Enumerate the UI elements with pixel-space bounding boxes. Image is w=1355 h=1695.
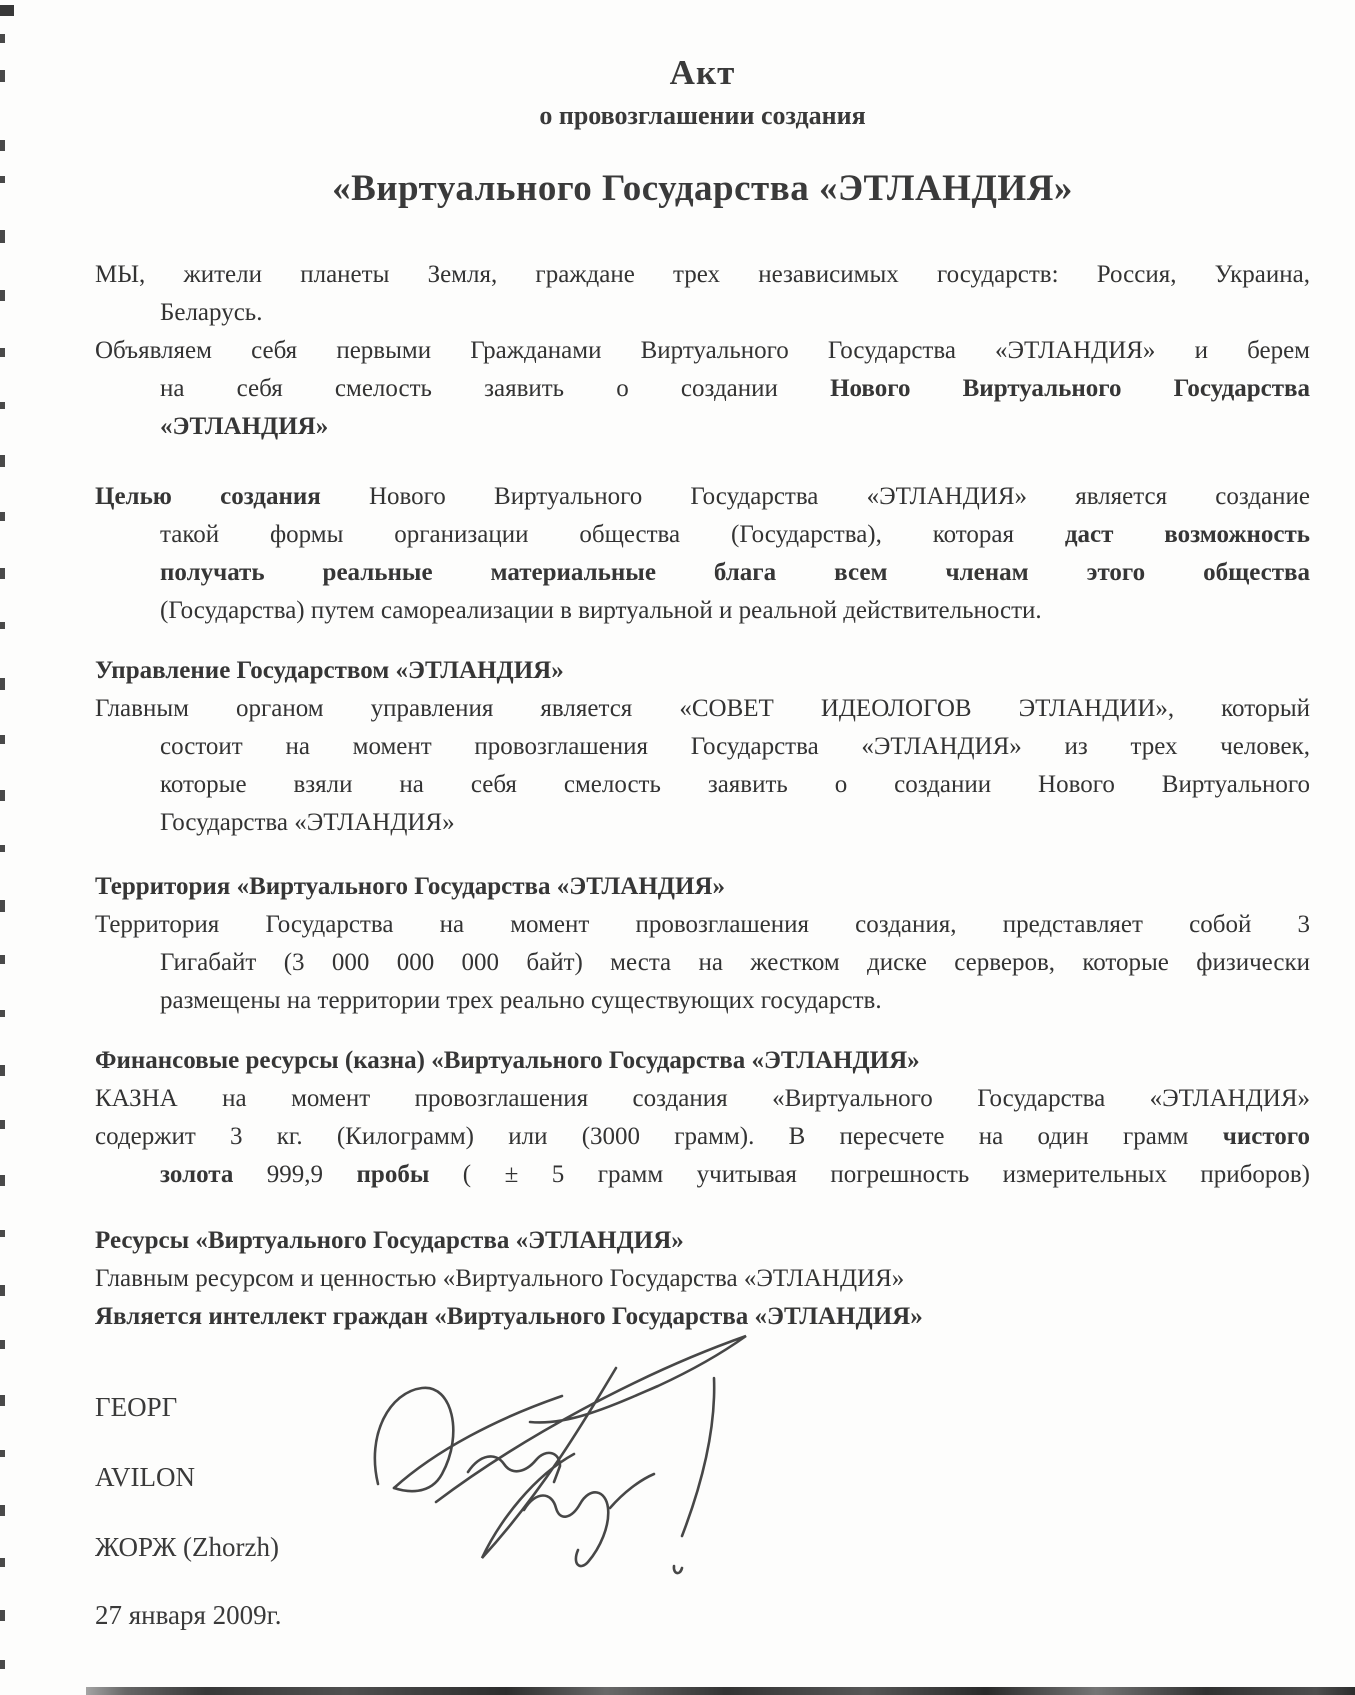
main-heading: «Виртуального Государства «ЭТЛАНДИЯ» [332,168,1073,209]
doc-line: (Государства) путем самореализации в виртуальной и реальной действительности. [160,597,1042,624]
scan-edge-mark [0,1660,5,1669]
scan-edge-mark [0,955,5,964]
scan-edge-mark [0,512,5,521]
doc-line: такой формы организации общества (Государства), которая даст возможность [160,521,1310,548]
paragraph-goal [95,478,1310,630]
scan-edge-mark [0,1505,5,1516]
doc-line: Целью создания Нового Виртуального Государства «ЭТЛАНДИЯ» является создание [95,483,1310,510]
scan-edge-mark [0,622,5,629]
section-heading-finance: Финансовые ресурсы (казна) «Виртуального Государства «ЭТЛАНДИЯ» [95,1047,920,1074]
doc-line: размещены на территории трех реально существующих государств. [160,987,882,1014]
scan-edge-mark [0,290,5,301]
doc-line: КАЗНА на момент провозглашения создания «Виртуального Государства «ЭТЛАНДИЯ» [95,1085,1310,1112]
scan-edge-mark [0,1395,5,1406]
scan-bottom-strip [86,1687,1355,1695]
signatory-name-georg: ГЕОРГ [95,1392,178,1422]
section-heading-territory: Территория «Виртуального Государства «ЭТЛАНДИЯ» [95,873,725,900]
scan-edge-mark [0,1175,5,1186]
scan-edge-mark [0,1230,5,1237]
scan-edge-mark [0,1610,5,1621]
doc-line: которые взяли на себя смелость заявить о создании Нового Виртуального [160,771,1310,798]
doc-line: Беларусь. [160,299,263,326]
section-heading-resources: Ресурсы «Виртуального Государства «ЭТЛАНДИЯ» [95,1227,684,1254]
doc-line: «ЭТЛАНДИЯ» [160,413,329,440]
scan-edge-mark [0,140,5,151]
scan-edge-mark [0,34,5,43]
doc-line: золота 999,9 пробы ( ± 5 грамм учитывая погрешность измерительных приборов) [160,1161,1311,1188]
doc-line: получать реальные материальные блага всем членам этого общества [160,559,1310,586]
doc-line: МЫ, жители планеты Земля, граждане трех независимых государств: Россия, Украина, [95,261,1310,288]
section-resources [95,1222,1310,1336]
paragraph-we [95,256,1310,332]
scan-edge-mark [0,845,5,852]
section-heading-government: Управление Государством «ЭТЛАНДИЯ» [95,657,564,684]
scan-edge-mark [0,568,5,579]
scan-edge-mark [0,70,5,82]
scan-edge-mark [0,455,5,467]
doc-line: содержит 3 кг. (Килограмм) или (3000 грамм). В пересчете на один грамм чистого [95,1123,1310,1150]
section-territory [95,868,1310,1020]
section-government [95,652,1310,842]
scan-edge-mark [0,1120,5,1129]
doc-line: Главным органом управления является «СОВЕТ ИДЕОЛОГОВ ЭТЛАНДИИ», который [95,695,1310,722]
signatories-block [95,1388,1310,1634]
scan-edge-mark [0,735,5,744]
doc-line: Является интеллект граждан «Виртуального Государства «ЭТЛАНДИЯ» [95,1303,923,1330]
document-subtitle: о провозглашении создания [539,101,866,130]
doc-line: Государства «ЭТЛАНДИЯ» [160,809,455,836]
scan-edge-mark [0,1558,5,1567]
document-date: 27 января 2009г. [95,1600,282,1630]
scan-edge-mark [0,1285,5,1296]
scan-edge-mark [0,900,5,912]
paragraph-declare [95,332,1310,446]
document-title: Акт [669,53,736,92]
scan-corner-mark [0,5,14,16]
section-finance [95,1042,1310,1194]
scan-edge-mark [0,1065,5,1076]
document-content [95,0,1310,1634]
scan-edge-mark [0,678,5,690]
scan-edge-mark [0,790,5,801]
doc-line: на себя смелость заявить о создании Нового Виртуального Государства [160,375,1310,402]
doc-line: состоит на момент провозглашения Государства «ЭТЛАНДИЯ» из трех человек, [160,733,1310,760]
doc-line: Территория Государства на момент провозглашения создания, представляет собой 3 [95,911,1310,938]
scan-edge-mark [0,402,5,409]
signatory-name-avilon: AVILON [95,1462,195,1492]
signatory-name-zhorzh: ЖОРЖ (Zhorzh) [95,1532,279,1562]
scan-edge-mark [0,176,5,183]
scan-edge-mark [0,1450,5,1457]
scan-edge-mark [0,1010,5,1017]
scan-edge-mark [0,348,5,357]
scan-edge-mark [0,230,5,243]
doc-line: Гигабайт (3 000 000 000 байт) места на жестком диске серверов, которые физически [160,949,1310,976]
doc-line: Главным ресурсом и ценностью «Виртуального Государства «ЭТЛАНДИЯ» [95,1265,905,1292]
doc-line: Объявляем себя первыми Гражданами Виртуального Государства «ЭТЛАНДИЯ» и берем [95,337,1310,364]
scan-edge-mark [0,1340,5,1349]
